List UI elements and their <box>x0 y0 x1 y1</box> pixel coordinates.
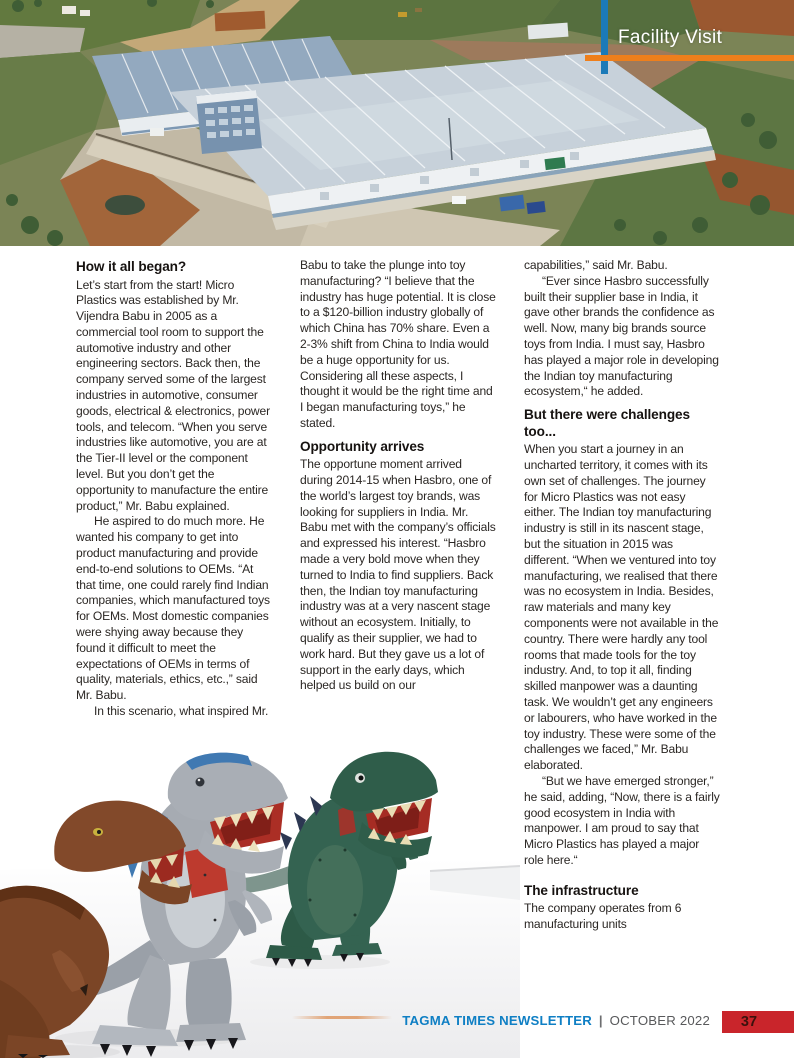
paragraph: The company operates from 6 manufacturing units <box>524 901 682 931</box>
newsletter-title: TAGMA TIMES NEWSLETTER <box>402 1013 592 1028</box>
heading-challenges: But there were challenges too... <box>524 407 690 439</box>
paragraph: In this scenario, what inspired Mr. <box>94 704 269 719</box>
office-block <box>196 90 262 154</box>
issue-date: OCTOBER 2022 <box>609 1013 710 1028</box>
page-number-badge: 37 <box>722 1011 794 1033</box>
paragraph: He aspired to do much more. He wanted his company to get into product manufacturing and provide end-to-end solutions to OEMs. “At that time, one could rarely find Indian companies, which manufactured toys for OEMs. Most domestic companies were shying away because they found it difficult to meet the expectations of OEMs in terms of quality, materials, ethics, etc.,” said Mr. Babu. <box>76 514 270 703</box>
badge-orange-bar <box>585 55 794 61</box>
heading-how-it-all-began: How it all began? <box>76 259 187 274</box>
paragraph: capabilities,” said Mr. Babu. <box>524 258 668 272</box>
paragraph: Let’s start from the start! Micro Plastics was established by Mr. Vijendra Babu in 2005 as a commercial tool room to support the automotive industry and other engineering sectors. Back then, the company served some of the largest industries in automotive, consumer goods, electrical & electronics, power tools, and telecom. “When you serve industries like automotive, you are at the Tier-II level or the component level. But you don’t get the opportunity to manufacture the entire product,” Mr. Babu explained. <box>76 277 270 513</box>
paragraph: The opportune moment arrived during 2014-15 when Hasbro, one of the world’s largest toy brands, was looking for suppliers in India. Mr. Babu met with the company’s officials and expressed his interest. “Hasbro made a very bold move when they turned to India to find suppliers. Back then, the Indian toy manufacturing industry was at a very nascent stage without an ecosystem. Initially, to qualify as their supplier, we had to work hard. But they gave us a lot of support in the early days, which helped us build on our <box>300 457 496 693</box>
heading-infrastructure: The infrastructure <box>524 882 639 898</box>
column-3 <box>524 258 720 933</box>
dinosaur-toys-photo <box>0 740 520 1058</box>
footer-separator: | <box>598 1013 603 1028</box>
paragraph: When you start a journey in an uncharted territory, it comes with its own set of challenges. The journey for Micro Plastics was not easy either. The Indian toy manufacturing industry is still in its nascent stage, but the situation in 2015 was different. “When we ventured into toy manufacturing, we realised that there was no ecosystem in India. Besides, raw materials and many key components were not available in the country. There were hardly any tool rooms that made tools for the toy industry. And, to top it all, finding skilled manpower was a daunting task. We wouldn’t get any engineers or labourers, who have worked in the toy industry. These were some of the challenges we faced,” Mr. Babu elaborated. <box>524 442 719 773</box>
paragraph: “But we have emerged stronger,” he said, adding, “Now, there is a fairly good ecosystem in India with manpower. I am proud to say that Micro Plastics has played a major role here.“ <box>524 773 720 867</box>
dinosaur-photo-illustration <box>0 740 520 1058</box>
badge-blue-line <box>601 0 608 74</box>
heading-opportunity-arrives: Opportunity arrives <box>300 438 425 454</box>
section-badge-label: Facility Visit <box>618 27 723 48</box>
footer-accent-line <box>292 1016 392 1019</box>
paragraph: “Ever since Hasbro successfully built their supplier base in India, it gave other brands the confidence as well. Now, many big brands source toys from India. I must say, Hasbro has played a major role in developing the Indian toy manufacturing ecosystem,“ he added. <box>524 273 719 399</box>
footer <box>402 1013 710 1028</box>
paragraph: Babu to take the plunge into toy manufacturing? “I believe that the industry has huge potential. It is close to a $120-billion industry globally of which China has 70% share. Even a 2-3% shift from China to India would be a huge opportunity for us. Considering all these aspects, I thought it would be the right time and I began manufacturing toys,” he stated. <box>300 258 496 430</box>
